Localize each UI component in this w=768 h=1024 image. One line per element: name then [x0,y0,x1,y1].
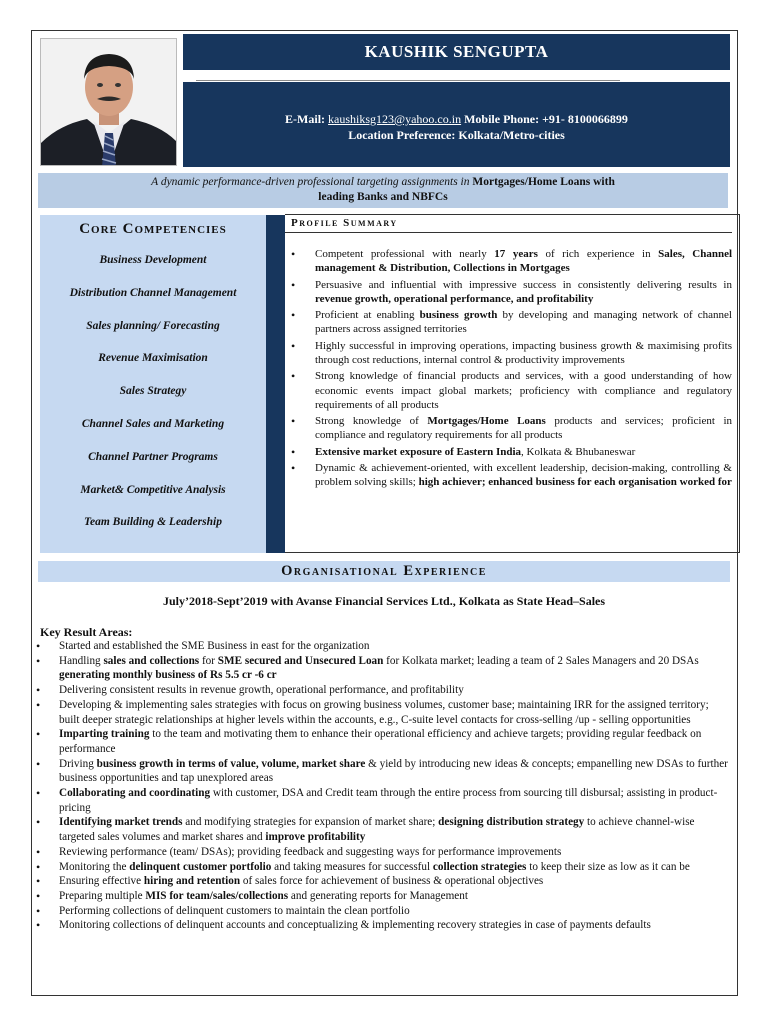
phone-label: Mobile Phone: [464,112,540,126]
profile-summary-list [291,247,732,492]
profile-title-rule [285,232,732,233]
key-result-item: • Identifying market trends and modifying strategies for expansion of market share; designing distribution strategy to achieve channel-wise targeted sales volumes and market shares and improve profitability [36,815,730,844]
key-result-item: • Performing collections of delinquent customers to maintain the clean portfolio [36,904,730,919]
profile-summary-item: • Highly successful in improving operations, impacting business growth & maximising profits through cost reductions, internal control & productivity improvements [291,339,732,367]
key-result-areas-list [36,639,730,933]
contact-line-1 [183,111,730,127]
key-result-item: • Delivering consistent results in revenue growth, operational performance, and profitability [36,683,730,698]
key-result-item: • Ensuring effective hiring and retention of sales force for achievement of business & operational objectives [36,874,730,889]
profile-summary-item: • Extensive market exposure of Eastern India, Kolkata & Bhubaneswar [291,445,732,459]
competency-item: Sales Strategy [119,385,187,398]
contact-block [183,82,730,167]
profile-summary-item: • Strong knowledge of financial products and services, with a good understanding of how economic events impact global markets; proficiency with compliance and regulatory requirements of all products [291,369,732,412]
profile-summary-item: • Dynamic & achievement-oriented, with excellent leadership, decision-making, controlling & problem solving skills; high achiever; enhanced business for each organisation worked for [291,461,732,489]
key-result-item: • Handling sales and collections for SME secured and Unsecured Loan for Kolkata market; leading a team of 2 Sales Managers and 20 DSAs generating monthly business of Rs 5.5 cr -6 cr [36,654,730,683]
experience-section-title: Organisational Experience [38,561,730,582]
profile-summary-item: • Competent professional with nearly 17 years of rich experience in Sales, Channel management & Distribution, Collections in Mortgages [291,247,732,275]
competency-item: Channel Partner Programs [88,450,218,463]
portrait-image [41,39,177,166]
contact-line-2 [183,127,730,143]
email-link[interactable]: kaushiksg123@yahoo.co.in [328,112,462,126]
profile-summary-item: • Persuasive and influential with impressive success in consistently delivering results in revenue growth, operational performance, and profitability [291,278,732,306]
key-result-item: • Collaborating and coordinating with customer, DSA and Credit team through the entire process from sourcing till disbursal; assisting in product-pricing [36,786,730,815]
tagline-bold: Mortgages/Home Loans with [472,176,615,188]
tagline-bold-2: leading Banks and NBFCs [318,191,448,203]
column-divider [266,215,285,553]
key-result-item: • Imparting training to the team and motivating them to enhance their operational efficiency and achieve targets; providing regular feedback on performance [36,727,730,756]
phone-value: +91- 8100066899 [542,112,628,126]
core-competencies-list [40,252,266,547]
email-label: E-Mail: [285,112,326,126]
key-result-item: • Developing & implementing sales strategies with focus on growing business volumes, customer base; maintaining IRR for the assigned territory; built deeper strategic relationships at higher levels within the accounts, e.g., C-suite level contacts for cross-selling /up - selling opportunities [36,698,730,727]
core-competencies-title: Core Competencies [79,221,227,237]
key-result-item: • Monitoring the delinquent customer portfolio and taking measures for successful collection strategies to keep their size as low as it can be [36,860,730,875]
key-result-item: • Reviewing performance (team/ DSAs); providing feedback and suggesting ways for performance improvements [36,845,730,860]
location-value: Kolkata/Metro-cities [458,128,565,142]
location-label: Location Preference: [348,128,456,142]
competency-item: Market& Competitive Analysis [80,483,226,496]
key-result-item: • Preparing multiple MIS for team/sales/collections and generating reports for Management [36,889,730,904]
job-title-line: July’2018-Sept’2019 with Avanse Financial Services Ltd., Kolkata as State Head–Sales [162,594,606,608]
candidate-name: KAUSHIK SENGUPTA [183,34,730,70]
key-result-areas-title: Key Result Areas: [40,625,133,639]
competency-item: Sales planning/ Forecasting [86,319,220,332]
profile-summary-item: • Strong knowledge of Mortgages/Home Loans products and services; proficient in compliance and regulatory requirements for all products [291,414,732,442]
competency-item: Revenue Maximisation [98,352,208,365]
profile-summary-panel [285,214,740,553]
key-result-item: • Driving business growth in terms of value, volume, market share & yield by introducing new ideas & concepts; empanelling new DSAs to further business opportunities and tap unexplored areas [36,757,730,786]
tagline-text: A dynamic performance-driven professional targeting assignments in [151,176,473,188]
competency-item: Business Development [99,254,207,266]
competency-item: Channel Sales and Marketing [81,417,225,430]
tagline [38,173,728,208]
competency-item: Distribution Channel Management [69,286,237,299]
competency-item: Team Building & Leadership [84,516,222,529]
core-competencies-panel [40,215,266,553]
profile-photo [40,38,177,166]
header-divider [196,80,620,81]
key-result-item: • Monitoring collections of delinquent accounts and conceptualizing & implementing recovery strategies in case of payments defaults [36,918,730,933]
key-result-item: • Started and established the SME Business in east for the organization [36,639,730,654]
profile-summary-item: • Proficient at enabling business growth by developing and managing network of channel partners across assigned territories [291,308,732,336]
profile-summary-title: Profile Summary [291,217,398,229]
